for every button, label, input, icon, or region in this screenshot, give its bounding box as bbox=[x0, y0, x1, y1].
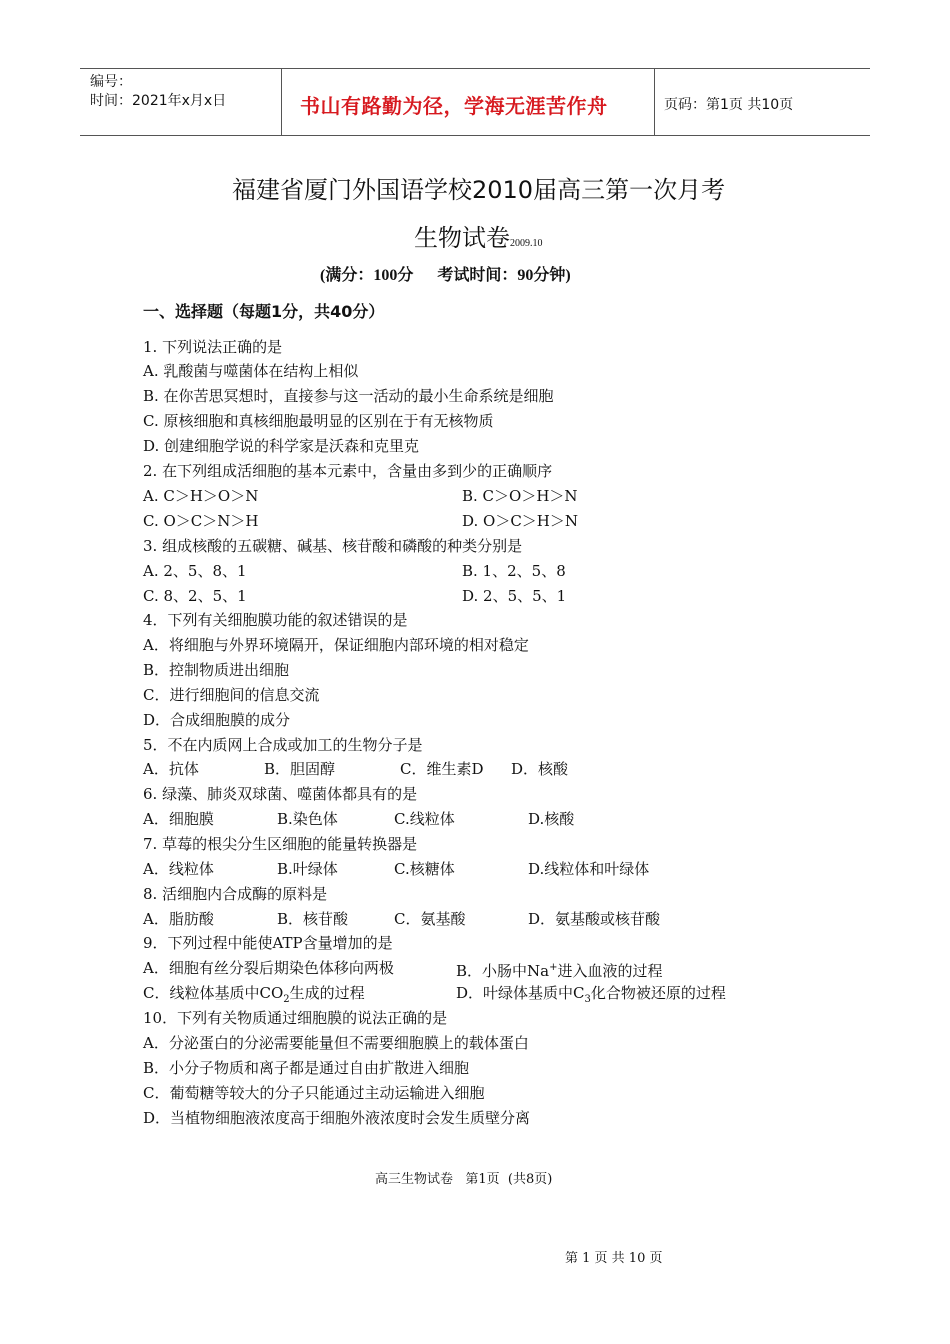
subtitle: 生物试卷 bbox=[414, 224, 510, 252]
header-motto: 书山有路勤为径，学海无涯苦作舟 bbox=[300, 94, 608, 118]
question-1-option-c: C. 原核细胞和真核细胞最明显的区别在于有无核物质 bbox=[143, 412, 494, 430]
question-5-option-a: A．抗体 bbox=[143, 760, 199, 778]
header-number-label: 编号： bbox=[90, 74, 132, 90]
question-6-stem: 6. 绿藻、肺炎双球菌、噬菌体都具有的是 bbox=[143, 785, 418, 803]
question-7-option-a: A．线粒体 bbox=[143, 860, 214, 878]
header-divider-2 bbox=[654, 68, 655, 135]
question-6-option-b: B.染色体 bbox=[277, 810, 338, 828]
question-9-option-b-superscript: + bbox=[549, 962, 558, 973]
question-1-option-a: A. 乳酸菌与噬菌体在结构上相似 bbox=[143, 362, 359, 380]
question-4-option-b: B．控制物质进出细胞 bbox=[143, 661, 290, 679]
question-6-option-d: D.核酸 bbox=[528, 810, 575, 828]
question-7-option-d: D.线粒体和叶绿体 bbox=[528, 860, 650, 878]
question-9-option-d-rest: 化合物被还原的过程 bbox=[590, 984, 726, 1002]
question-3-stem: 3. 组成核酸的五碳糖、碱基、核苷酸和磷酸的种类分别是 bbox=[143, 537, 523, 555]
question-9-option-d-text: D．叶绿体基质中C bbox=[456, 984, 585, 1002]
question-8-option-a: A．脂肪酸 bbox=[143, 910, 214, 928]
question-8-option-d: D．氨基酸或核苷酸 bbox=[528, 910, 661, 928]
section-title: 一、选择题（每题1分，共40分） bbox=[143, 302, 385, 321]
exam-info: (满分：100分 考试时间：90分钟) bbox=[320, 267, 571, 284]
question-5-option-c: C．维生素D bbox=[400, 760, 484, 778]
question-2-option-b: B. C＞O＞H＞N bbox=[462, 487, 578, 505]
question-10-option-b: B．小分子物质和离子都是通过自由扩散进入细胞 bbox=[143, 1059, 470, 1077]
question-9-option-b-text: B．小肠中Na bbox=[456, 962, 550, 980]
question-10-option-c: C．葡萄糖等较大的分子只能通过主动运输进入细胞 bbox=[143, 1084, 485, 1102]
page-footer: 第 1 页 共 10 页 bbox=[565, 1251, 663, 1266]
question-9-stem: 9．下列过程中能使ATP含量增加的是 bbox=[143, 934, 393, 952]
question-10-option-d: D．当植物细胞液浓度高于细胞外液浓度时会发生质壁分离 bbox=[143, 1109, 531, 1127]
question-2-option-d: D. O＞C＞H＞N bbox=[462, 512, 579, 530]
question-9-option-d bbox=[456, 983, 726, 1010]
question-6-option-a: A．细胞膜 bbox=[143, 810, 214, 828]
question-2-option-a: A. C＞H＞O＞N bbox=[143, 487, 259, 505]
question-3-option-c: C. 8、2、5、1 bbox=[143, 587, 247, 605]
question-5-option-b: B．胆固醇 bbox=[264, 760, 336, 778]
question-9-option-c-text: C．线粒体基质中CO bbox=[143, 984, 284, 1002]
inner-footer: 高三生物试卷 第1页 (共8页) bbox=[375, 1172, 553, 1187]
question-9-option-c-subscript: 2 bbox=[283, 994, 290, 1005]
question-4-option-a: A．将细胞与外界环境隔开，保证细胞内部环境的相对稳定 bbox=[143, 636, 529, 654]
question-3-option-a: A. 2、5、8、1 bbox=[143, 562, 247, 580]
question-2-option-c: C. O＞C＞N＞H bbox=[143, 512, 259, 530]
subtitle-date: 2009.10 bbox=[510, 238, 543, 249]
question-7-option-b: B.叶绿体 bbox=[277, 860, 338, 878]
question-4-stem: 4．下列有关细胞膜功能的叙述错误的是 bbox=[143, 611, 408, 629]
question-4-option-c: C．进行细胞间的信息交流 bbox=[143, 686, 320, 704]
question-9-option-b-rest: 进入血液的过程 bbox=[557, 962, 663, 980]
header-bottom-border bbox=[80, 135, 870, 136]
question-1-option-b: B. 在你苦思冥想时，直接参与这一活动的最小生命系统是细胞 bbox=[143, 387, 554, 405]
question-5-stem: 5．不在内质网上合成或加工的生物分子是 bbox=[143, 736, 423, 754]
question-4-option-d: D．合成细胞膜的成分 bbox=[143, 711, 291, 729]
question-1-option-d: D. 创建细胞学说的科学家是沃森和克里克 bbox=[143, 437, 420, 455]
question-6-option-c: C.线粒体 bbox=[394, 810, 455, 828]
question-9-option-d-subscript: 3 bbox=[584, 994, 591, 1005]
question-2-stem: 2. 在下列组成活细胞的基本元素中，含量由多到少的正确顺序 bbox=[143, 462, 553, 480]
question-3-option-b: B. 1、2、5、8 bbox=[462, 562, 566, 580]
question-7-stem: 7. 草莓的根尖分生区细胞的能量转换器是 bbox=[143, 835, 418, 853]
question-7-option-c: C.核糖体 bbox=[394, 860, 455, 878]
question-5-option-d: D．核酸 bbox=[511, 760, 569, 778]
header-divider-1 bbox=[281, 68, 282, 135]
header-top-border bbox=[80, 68, 870, 69]
question-9-option-c bbox=[143, 983, 365, 1010]
subtitle-row bbox=[414, 218, 543, 253]
question-8-option-c: C．氨基酸 bbox=[394, 910, 466, 928]
header-page-info: 页码：第1页 共10页 bbox=[664, 97, 794, 113]
question-8-option-b: B．核苷酸 bbox=[277, 910, 349, 928]
page-title: 福建省厦门外国语学校2010届高三第一次月考 bbox=[232, 176, 726, 204]
question-9-option-c-rest: 生成的过程 bbox=[289, 984, 365, 1002]
question-8-stem: 8. 活细胞内合成酶的原料是 bbox=[143, 885, 328, 903]
header-time-label: 时间：2021年x月x日 bbox=[90, 93, 227, 109]
question-9-option-b bbox=[456, 958, 663, 981]
question-1-stem: 1. 下列说法正确的是 bbox=[143, 338, 283, 356]
question-9-option-a: A．细胞有丝分裂后期染色体移向两极 bbox=[143, 959, 394, 977]
question-10-option-a: A．分泌蛋白的分泌需要能量但不需要细胞膜上的载体蛋白 bbox=[143, 1034, 529, 1052]
question-3-option-d: D. 2、5、5、1 bbox=[462, 587, 567, 605]
question-10-stem: 10．下列有关物质通过细胞膜的说法正确的是 bbox=[143, 1009, 448, 1027]
